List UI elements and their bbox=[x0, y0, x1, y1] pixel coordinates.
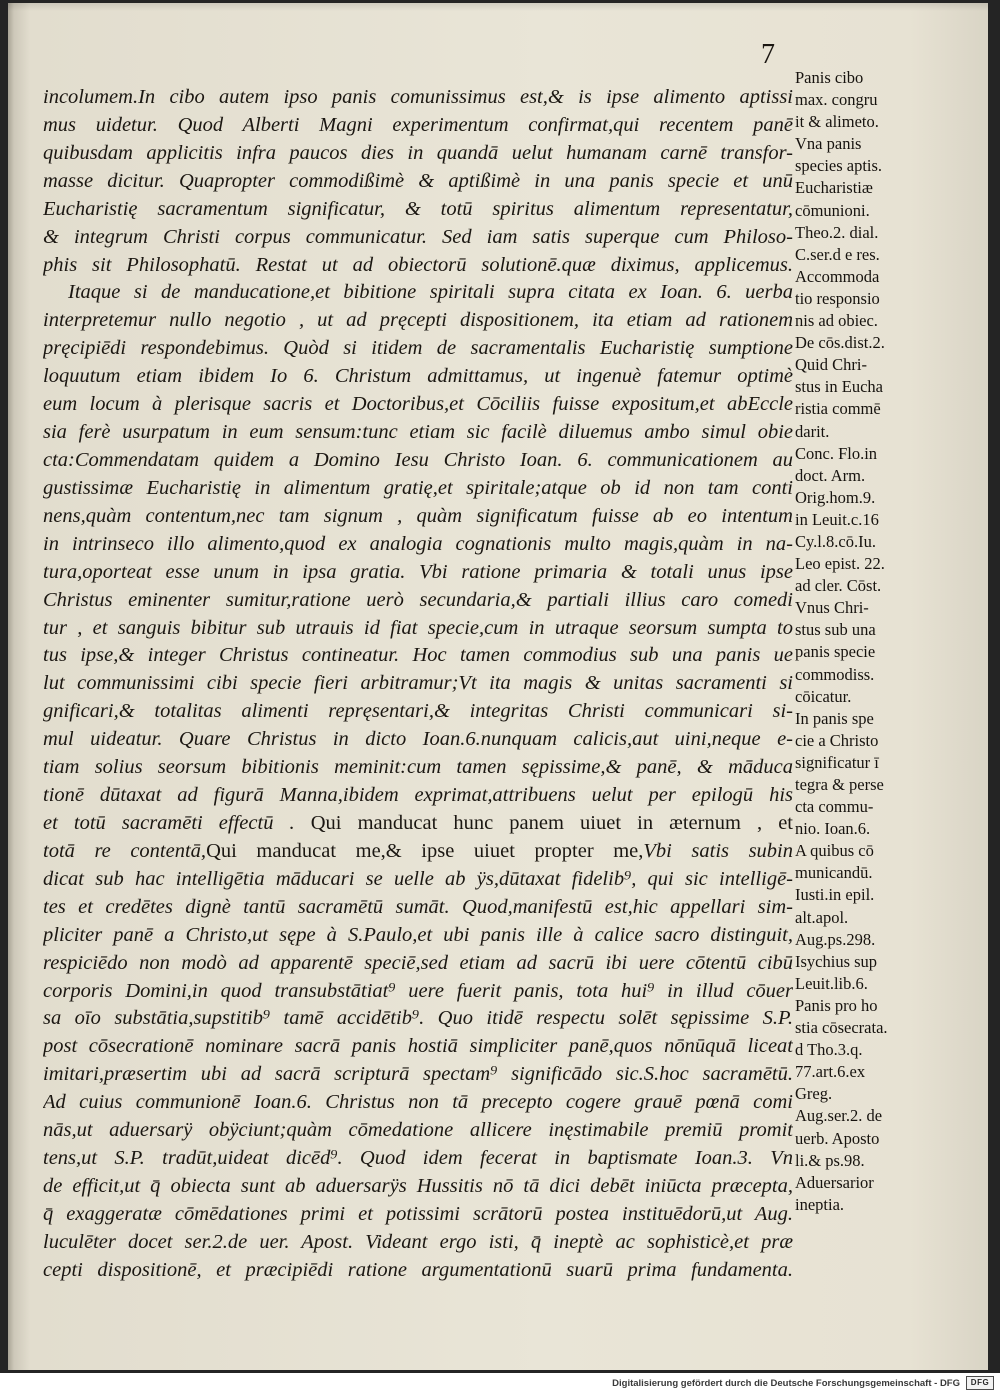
margin-note-line: doct. Arm. bbox=[795, 465, 866, 485]
text-line: tur , et sanguis bibitur sub utrauis id fiat specie,cum in utraque seorsum sumpta to bbox=[43, 616, 793, 639]
margin-note-line: Iusti.in epil. bbox=[795, 885, 875, 905]
text-line: respiciēdo non modò ad apparentē speciē,sed etiam ad sacrū ibi uere cōtentū cibū bbox=[43, 951, 793, 974]
margin-note-line: ineptia. bbox=[795, 1194, 845, 1214]
margin-note-line: cōmunioni. bbox=[795, 200, 870, 220]
paragraph-first-line: Itaque si de manducatione,et bibitione spiritali supra citata ex Ioan. 6. uerba bbox=[68, 281, 793, 304]
text-line: luculēter docet ser.2.de uer. Apost. Videant ergo isti, q̄ ineptè ac sophisticè,et præ bbox=[43, 1230, 793, 1253]
text-segment-italic: et totū sacramēti effectū . bbox=[43, 811, 295, 834]
margin-note-line: Greg. bbox=[795, 1084, 833, 1104]
text-line: sia ferè usurpatum in eum sensum:tunc etiam sic facilè diluemus ambo simul obie bbox=[43, 421, 793, 444]
text-line: phis sit Philosophatū. Restat ut ad obiectorū solutionē.quæ diximus, applicemus. bbox=[43, 253, 793, 276]
text-line: cepti dispositionē, et præcipiēdi ratione argumentationū suarū prima fundamenta. bbox=[43, 1258, 793, 1281]
text-line: Ad cuius communionē Ioan.6. Christus non tā precepto cogere grauē pœnā comi bbox=[43, 1091, 793, 1114]
text-line-with-quotation bbox=[43, 810, 793, 838]
margin-note-line: stia cōsecrata. bbox=[795, 1018, 888, 1038]
margin-note-line: De cōs.dist.2. bbox=[795, 333, 885, 353]
text-segment-italic: totā re contentā, bbox=[43, 839, 207, 862]
margin-note-line: stus in Eucha bbox=[795, 377, 883, 397]
text-line: dicat sub hac intelligētia māducari se uelle ab ÿs,dūtaxat fidelib⁹, qui sic intelligē- bbox=[43, 867, 793, 890]
margin-note-line: alt.apol. bbox=[795, 907, 849, 927]
text-line: cta:Commendatam quidem a Domino Iesu Christo Ioan. 6. communicationem au bbox=[43, 448, 793, 471]
margin-note-line: panis specie bbox=[795, 642, 876, 662]
text-line: nens,quàm contentum,nec tam signum , quàm significatum fuisse ab eo intentum bbox=[43, 504, 793, 527]
text-segment-italic: Vbi satis subin bbox=[643, 839, 793, 862]
text-line: Eucharistię sacramentum significatur, & totū spiritus alimentum representatur, bbox=[43, 197, 793, 220]
margin-note-line: uerb. Aposto bbox=[795, 1128, 880, 1148]
margin-note-line: Aug.ser.2. de bbox=[795, 1106, 883, 1126]
digitization-footer bbox=[0, 1373, 1000, 1394]
margin-note-line: max. congru bbox=[795, 90, 878, 110]
margin-note-line: nis ad obiec. bbox=[795, 311, 878, 331]
margin-note-line: Leuit.lib.6. bbox=[795, 973, 868, 993]
main-text-block bbox=[43, 84, 793, 1285]
text-line: quibusdam applicitis infra paucos dies in quandā uelut humanam carnē transfor- bbox=[43, 141, 793, 164]
margin-note-line: 77.art.6.ex bbox=[795, 1062, 866, 1082]
margin-note-line: Quid Chri- bbox=[795, 355, 867, 375]
text-line: tens,ut S.P. tradūt,uideat dicēd⁹. Quod idem fecerat in baptismate Ioan.3. Vn bbox=[43, 1147, 793, 1170]
text-line: & integrum Christi corpus communicatur. Sed iam satis superque cum Philoso- bbox=[43, 225, 793, 248]
margin-note-line: C.ser.d e res. bbox=[795, 244, 880, 264]
text-line: post cōsecrationē nominare sacrā panis hostiā simpliciter panē,quos nōnūquā liceat bbox=[43, 1035, 793, 1058]
margin-note-line: in Leuit.c.16 bbox=[795, 509, 879, 529]
text-line: gustissimæ Eucharistię in alimentum gratię,et spiritale;atque ob id non tam conti bbox=[43, 476, 793, 499]
margin-note-line: commodiss. bbox=[795, 664, 875, 684]
text-line: pręcipiēdi respondebimus. Quòd si itidem de sacramentalis Eucharistię sumptione bbox=[43, 337, 793, 360]
margin-note-line: cta commu- bbox=[795, 797, 874, 817]
margin-note-line: Aug.ps.298. bbox=[795, 929, 876, 949]
text-line: mul uideatur. Quare Christus in dicto Ioan.6.nunquam calicis,aut uini,neque e- bbox=[43, 728, 793, 751]
text-line: eum locum à plerisque sacris et Doctoribus,et Cōciliis fuisse expositum,et abEccle bbox=[43, 393, 793, 416]
text-line-with-quotation bbox=[43, 838, 793, 866]
quotation-roman: Qui manducat hunc panem uiuet in æternum , et bbox=[310, 811, 793, 834]
margin-note-line: Leo epist. 22. bbox=[795, 554, 885, 574]
margin-note-line: Isychius sup bbox=[795, 951, 878, 971]
text-line: tura,oporteat esse unum in ipsa gratia. Vbi ratione primaria & totali unus ipse bbox=[43, 560, 793, 583]
margin-note-line: Accommoda bbox=[795, 266, 880, 286]
text-line: q̄ exaggeratæ cōmēdationes primi et potissimi scrātorū postea instituēdorū,ut Aug. bbox=[43, 1202, 793, 1225]
text-line: incolumem.In cibo autem ipso panis comunissimus est,& is ipse alimento aptissi bbox=[43, 86, 793, 108]
text-line: de efficit,ut q̄ obiecta sunt ab aduersarÿs Hussitis nō tā dici debēt iniūcta præcepta, bbox=[43, 1174, 793, 1197]
margin-note-line: Eucharistiæ bbox=[795, 178, 873, 198]
text-line: sa oīo substātia,supstitib⁹ tamē accidētib⁹. Quo itidē respectu solēt sępissime S.P. bbox=[43, 1007, 793, 1030]
margin-note-line: Theo.2. dial. bbox=[795, 222, 879, 242]
margin-note-line: significatur ī bbox=[795, 752, 879, 772]
margin-note-line: ad cler. Cōst. bbox=[795, 576, 882, 596]
text-line: masse dicitur. Quapropter commodißimè & aptißimè in una panis specie et unū bbox=[43, 169, 793, 192]
digitization-credit: Digitalisierung gefördert durch die Deutsche Forschungsgemeinschaft - DFG bbox=[612, 1378, 960, 1389]
text-line: tus ipse,& integer Christus contineatur. Hoc tamen commodius sub una panis ue bbox=[43, 644, 793, 667]
margin-note-line: tegra & perse bbox=[795, 775, 884, 794]
margin-note-line: tio responsio bbox=[795, 288, 880, 308]
margin-note-line: In panis spe bbox=[795, 708, 874, 728]
margin-note-line: d Tho.3.q. bbox=[795, 1040, 863, 1060]
text-line: Christus eminenter sumitur,ratione uerò secundaria,& partiali illius caro comedi bbox=[43, 588, 793, 611]
text-line: tes et credētes dignè tantū sacramētū sumāt. Quod,manifestū est,hic appellari sim- bbox=[43, 895, 793, 918]
margin-note-line: A quibus cō bbox=[795, 841, 874, 861]
dfg-logo: DFG bbox=[966, 1376, 994, 1390]
text-line: tionē dūtaxat ad figurā Manna,ibidem exprimat,attribuens uelut per epilogū his bbox=[43, 784, 793, 807]
text-line: pliciter panē a Christo,ut sępe à S.Paulo,et ubi panis ille à calice sacro distinguit, bbox=[43, 923, 793, 946]
margin-note-line: Cy.l.8.cō.Iu. bbox=[795, 531, 876, 551]
margin-note-line: li.& ps.98. bbox=[795, 1150, 865, 1170]
text-line: corporis Domini,in quod transubstātiat⁹ uere fuerit panis, tota hui⁹ in illud cōuer bbox=[43, 979, 793, 1002]
margin-notes bbox=[795, 67, 919, 1216]
margin-note-line: species aptis. bbox=[795, 156, 883, 176]
text-line: lut communissimi cibi specie fieri arbitramur;Vt ita magis & unitas sacramenti si bbox=[43, 672, 793, 695]
margin-note-line: Conc. Flo.in bbox=[795, 443, 878, 463]
margin-note-line: Orig.hom.9. bbox=[795, 487, 876, 507]
margin-note-line: Panis pro ho bbox=[795, 995, 878, 1015]
margin-note-line: municandū. bbox=[795, 863, 873, 883]
text-line: imitari,præsertim ubi ad sacrā scripturā spectam⁹ significādo sic.S.hoc sacramētū. bbox=[43, 1063, 793, 1086]
text-line: mus uidetur. Quod Alberti Magni experimentum confirmat,qui recentem panē bbox=[43, 113, 793, 136]
margin-note-line: cie a Christo bbox=[795, 730, 879, 750]
margin-note-line: cōicatur. bbox=[795, 686, 852, 706]
text-line: nās,ut aduersarÿ obÿciunt;quàm cōmedatione allicere inęstimabile premiū promit bbox=[43, 1119, 793, 1142]
page-number: 7 bbox=[761, 39, 775, 70]
margin-note-line: Panis cibo bbox=[795, 68, 864, 87]
margin-note-line: Vna panis bbox=[795, 134, 862, 154]
margin-note-line: darit. bbox=[795, 421, 830, 441]
text-line: gnificari,& totalitas alimenti repręsentari,& integritas Christi communicari si- bbox=[43, 700, 793, 723]
text-line: tiam solius seorsum bibitionis meminit:cum tamen sępissime,& panē, & māduca bbox=[43, 756, 793, 779]
text-line: loquutum etiam ibidem Io 6. Christum admittamus, ut ingenuè fatemur optimè bbox=[43, 365, 793, 388]
quotation-roman: Qui manducat me,& ipse uiuet propter me, bbox=[206, 839, 644, 862]
margin-note-line: Aduersarior bbox=[795, 1172, 874, 1192]
margin-note-line: it & alimeto. bbox=[795, 112, 879, 132]
margin-note-line: Vnus Chri- bbox=[795, 598, 869, 618]
text-line: interpretemur nullo negotio , ut ad pręcepti dispositionem, ita etiam ad rationem bbox=[43, 309, 793, 332]
text-line: in intrinseco illo alimento,quod ex analogia cognationis multo magis,quàm in na- bbox=[43, 532, 793, 555]
margin-note-line: stus sub una bbox=[795, 620, 876, 640]
book-page bbox=[8, 3, 988, 1370]
margin-note-line: ristia commē bbox=[795, 399, 881, 419]
margin-note-line: nio. Ioan.6. bbox=[795, 819, 871, 839]
